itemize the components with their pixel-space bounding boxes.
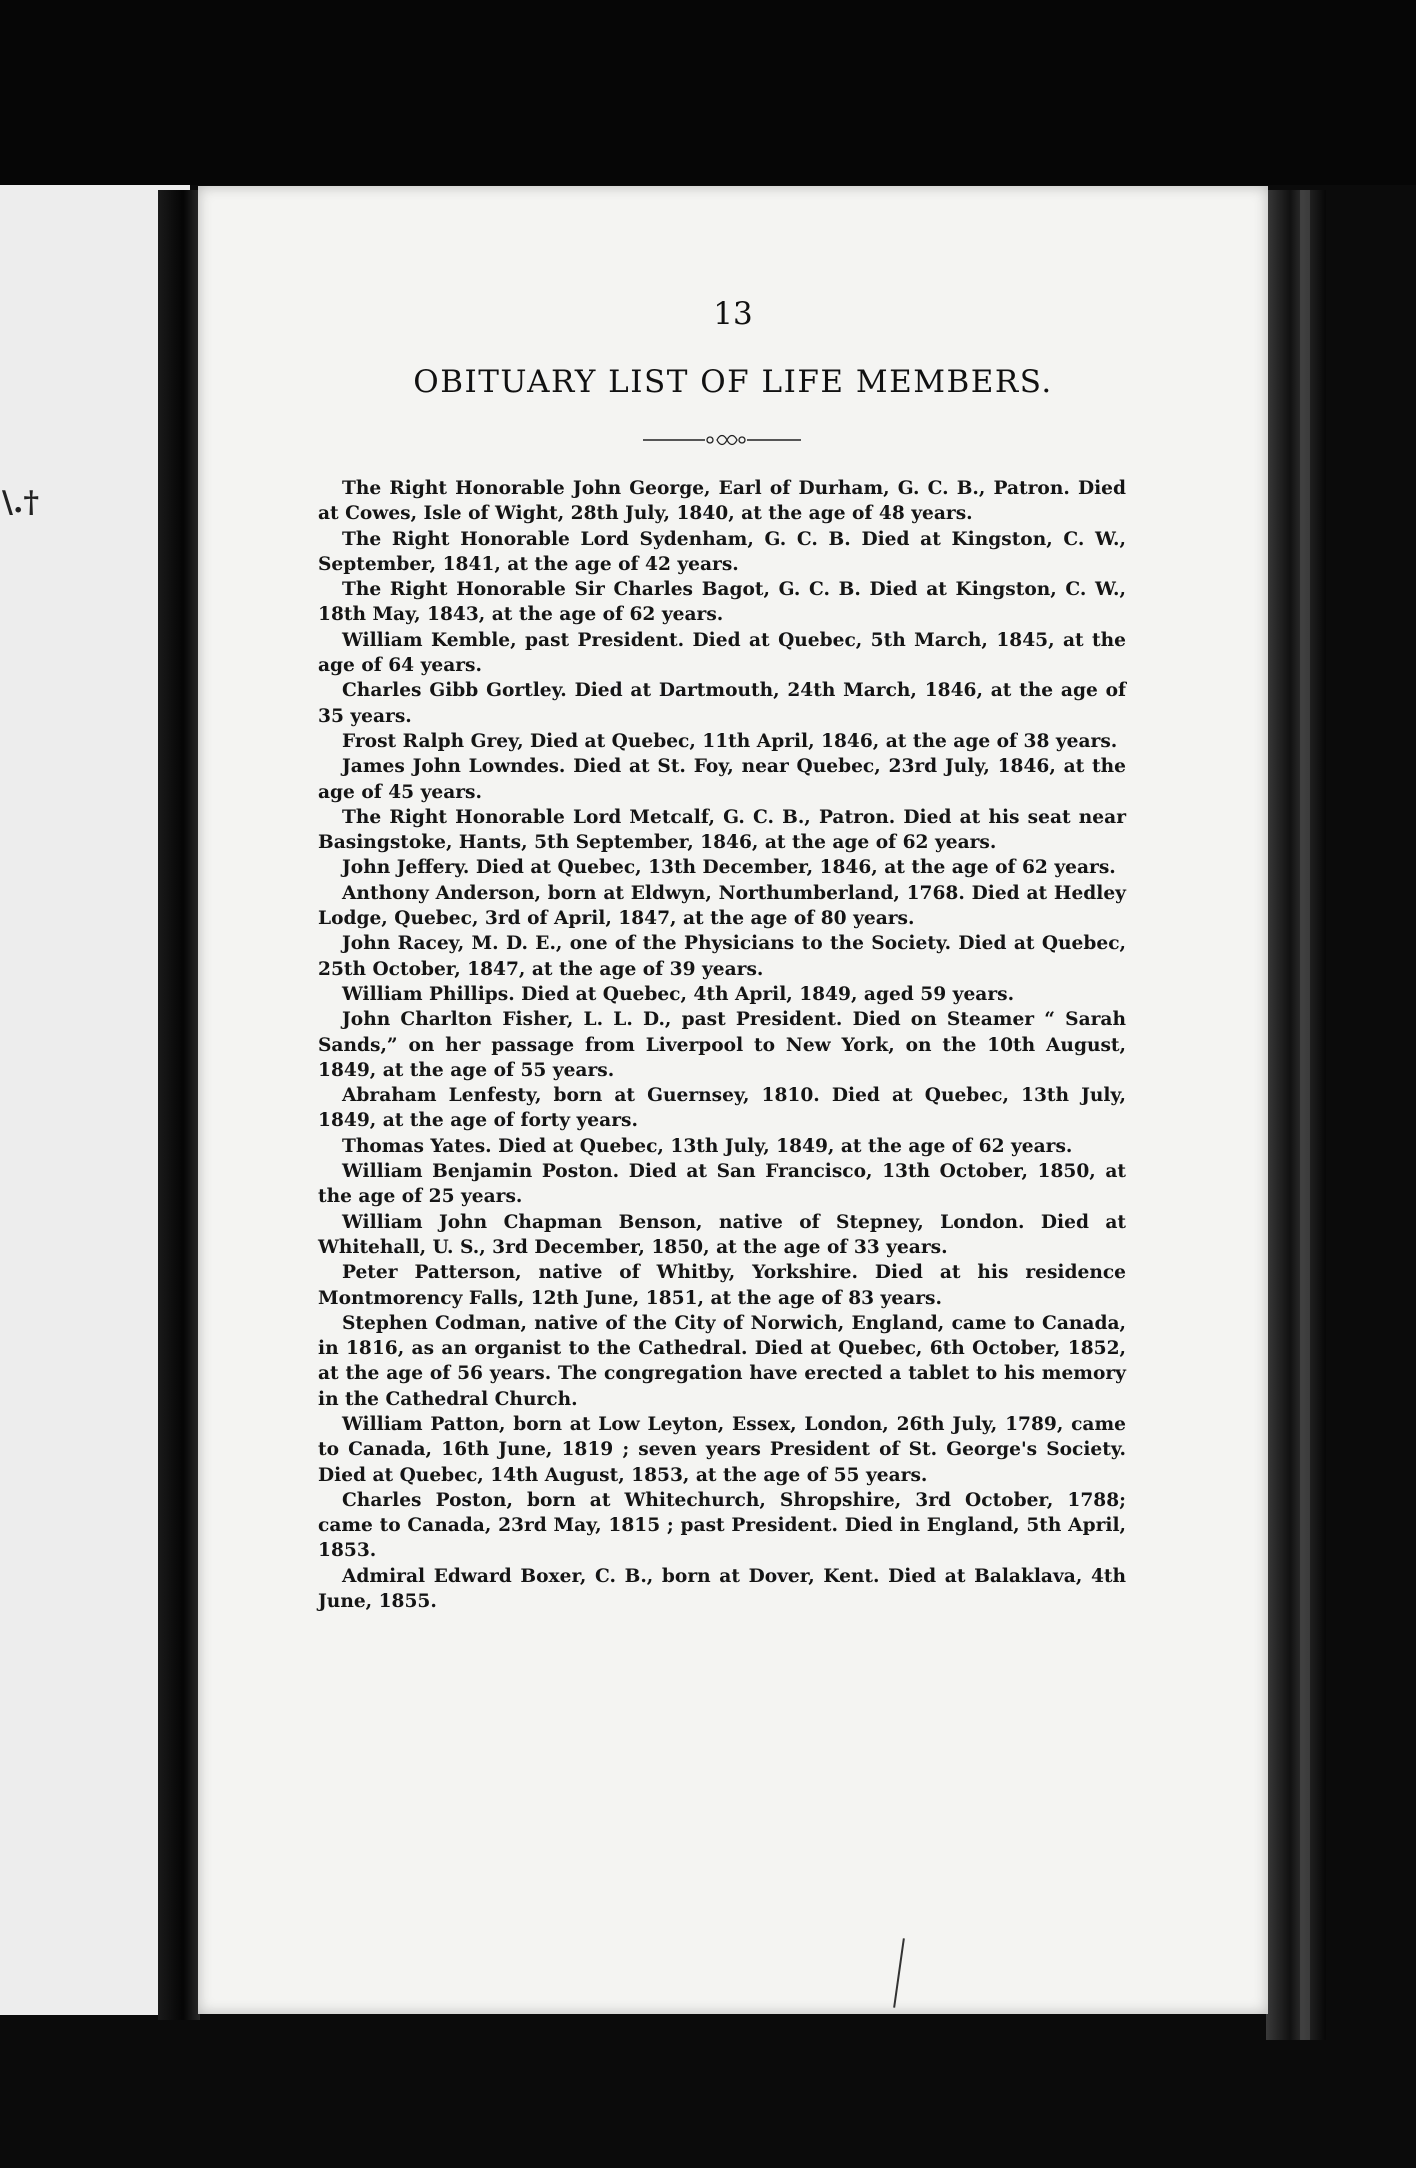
obituary-entry: Stephen Codman, native of the City of Norwich, England, came to Canada, in 1816, as an organist to the Cathedral. Died at Quebec, 6th October, 1852, at the age of 56 years. The congregation have erected a tablet to his memory in the Cathedral Church. (318, 1312, 1126, 1410)
obituary-entry: James John Lowndes. Died at St. Foy, near Quebec, 23rd July, 1846, at the age of 45 years. (318, 756, 1126, 803)
book-right-edge (1266, 190, 1326, 2040)
obituary-entry: William John Chapman Benson, native of Stepney, London. Died at Whitehall, U. S., 3rd December, 1850, at the age of 33 years. (318, 1211, 1126, 1258)
obituary-entry: William Patton, born at Low Leyton, Essex, London, 26th July, 1789, came to Canada, 16th June, 1819 ; seven years President of St. George's Society. Died at Quebec, 14th August, 1853, at the age of 55 years. (318, 1413, 1126, 1486)
obituary-entry: John Charlton Fisher, L. L. D., past President. Died on Steamer “ Sarah Sands,” on her passage from Liverpool to New York, on the 10th August, 1849, at the age of 55 years. (318, 1009, 1126, 1081)
document-page (198, 186, 1268, 2014)
obituary-entry: William Benjamin Poston. Died at San Francisco, 13th October, 1850, at the age of 25 years. (318, 1161, 1126, 1208)
page-title: OBITUARY LIST OF LIFE MEMBERS. (413, 364, 1053, 400)
obituary-entry: Thomas Yates. Died at Quebec, 13th July, 1849, at the age of 62 years. (342, 1135, 1073, 1157)
obituary-entry: Abraham Lenfesty, born at Guernsey, 1810. Died at Quebec, 13th July, 1849, at the age of forty years. (318, 1085, 1126, 1132)
obituary-entry: Admiral Edward Boxer, C. B., born at Dover, Kent. Died at Balaklava, 4th June, 1855. (318, 1565, 1126, 1613)
obituary-entry: The Right Honorable Lord Sydenham, G. C. B. Died at Kingston, C. W., September, 1841, at the age of 42 years. (318, 528, 1126, 575)
obituary-entry: Frost Ralph Grey, Died at Quebec, 11th April, 1846, at the age of 38 years. (342, 730, 1118, 752)
page-number: 13 (713, 296, 753, 332)
obituary-entry: William Kemble, past President. Died at Quebec, 5th March, 1845, at the age of 64 years. (318, 629, 1126, 677)
obituary-entry: Charles Gibb Gortley. Died at Dartmouth, 24th March, 1846, at the age of 35 years. (318, 680, 1126, 727)
obituary-entry: Charles Poston, born at Whitechurch, Shropshire, 3rd October, 1788; came to Canada, 23rd May, 1815 ; past President. Died in England, 5th April, 1853. (318, 1489, 1126, 1562)
obituary-entry: William Phillips. Died at Quebec, 4th April, 1849, aged 59 years. (342, 983, 1015, 1005)
obituary-entry: The Right Honorable John George, Earl of Durham, G. C. B., Patron. Died at Cowes, Isle of Wight, 28th July, 1840, at the age of 48 years. (318, 478, 1126, 525)
scan-background-top (0, 0, 1416, 185)
obituary-entries (318, 476, 1126, 1614)
obituary-entry: Peter Patterson, native of Whitby, Yorkshire. Died at his residence Montmorency Falls, 12th June, 1851, at the age of 83 years. (318, 1262, 1126, 1309)
page-edge-strip (1300, 190, 1310, 2040)
book-gutter (158, 190, 200, 2020)
page-scratch-mark (893, 1938, 905, 2008)
obituary-entry: John Jeffery. Died at Quebec, 13th December, 1846, at the age of 62 years. (342, 857, 1116, 879)
obituary-entry: John Racey, M. D. E., one of the Physicians to the Society. Died at Quebec, 25th October, 1847, at the age of 39 years. (318, 933, 1126, 980)
obituary-entry: Anthony Anderson, born at Eldwyn, Northumberland, 1768. Died at Hedley Lodge, Quebec, 3rd of April, 1847, at the age of 80 years. (318, 882, 1126, 930)
obituary-entry: The Right Honorable Lord Metcalf, G. C. B., Patron. Died at his seat near Basingstoke, Hants, 5th September, 1846, at the age of 62 years. (318, 806, 1126, 854)
left-page-fragment: \.† (2, 485, 40, 520)
obituary-entry: The Right Honorable Sir Charles Bagot, G. C. B. Died at Kingston, C. W., 18th May, 1843, at the age of 62 years. (318, 579, 1126, 626)
title-ornament-divider (643, 432, 801, 448)
